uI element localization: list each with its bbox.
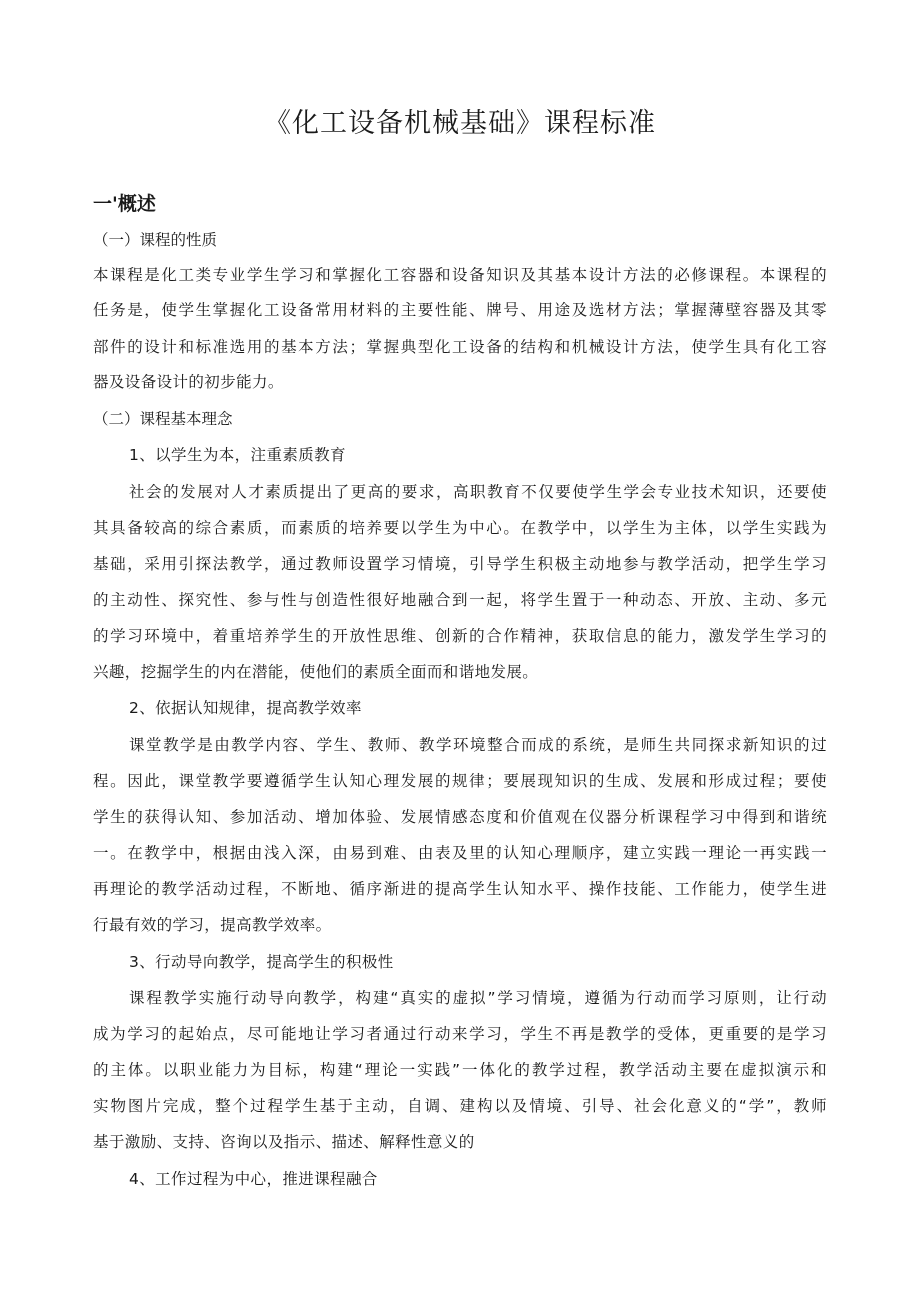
paragraph-line: 实物图片完成，整个过程学生基于主动，自调、建构以及情境、引导、社会化意义的“学”，教师 — [93, 1097, 827, 1115]
paragraph-line: 任务是，使学生掌握化工设备常用材料的主要性能、牌号、用途及选材方法；掌握薄壁容器及其零 — [93, 301, 827, 319]
item-title-1: 1、以学生为本，注重素质教育 — [129, 446, 346, 464]
paragraph-line: 基础，采用引探法教学，通过教师设置学习情境，引导学生积极主动地参与教学活动，把学生学习 — [93, 555, 827, 573]
paragraph-line: 社会的发展对人才素质提出了更高的要求，高职教育不仅要使学生学会专业技术知识，还要使 — [129, 483, 827, 501]
paragraph-line: 成为学习的起始点，尽可能地让学习者通过行动来学习，学生不再是教学的受体，更重要的是学习 — [93, 1025, 827, 1043]
paragraph-line: 其具备较高的综合素质，而素质的培养要以学生为中心。在教学中，以学生为主体，以学生实践为 — [93, 519, 827, 537]
paragraph-line: 学生的获得认知、参加活动、增加体验、发展情感态度和价值观在仪器分析课程学习中得到和谐统 — [93, 808, 827, 826]
paragraph-line: 基于激励、支持、咨询以及指示、描述、解释性意义的 — [93, 1133, 475, 1151]
paragraph-line: 再理论的教学活动过程，不断地、循序渐进的提高学生认知水平、操作技能、工作能力，使学生进 — [93, 880, 827, 898]
subsection-heading-philosophy: （二）课程基本理念 — [93, 410, 233, 428]
paragraph-line: 课堂教学是由教学内容、学生、教师、教学环境整合而成的系统，是师生共同探求新知识的过 — [129, 736, 827, 754]
paragraph-line: 器及设备设计的初步能力。 — [93, 373, 284, 391]
paragraph-line: 部件的设计和标准选用的基本方法；掌握典型化工设备的结构和机械设计方法，使学生具有化工容 — [93, 338, 827, 356]
paragraph-line: 本课程是化工类专业学生学习和掌握化工容器和设备知识及其基本设计方法的必修课程。本课程的 — [93, 266, 827, 284]
paragraph-line: 的主动性、探究性、参与性与创造性很好地融合到一起，将学生置于一种动态、开放、主动、多元 — [93, 591, 827, 609]
paragraph-line: 一。在教学中，根据由浅入深，由易到难、由表及里的认知心理顺序，建立实践一理论一再实践一 — [93, 844, 827, 862]
paragraph-line: 程。因此，课堂教学要遵循学生认知心理发展的规律；要展现知识的生成、发展和形成过程；要使 — [93, 772, 827, 790]
paragraph-line: 课程教学实施行动导向教学，构建“真实的虚拟”学习情境，遵循为行动而学习原则，让行动 — [129, 989, 827, 1007]
paragraph-line: 的主体。以职业能力为目标，构建“理论一实践”一体化的教学过程，教学活动主要在虚拟演示和 — [93, 1061, 827, 1079]
paragraph-line: 的学习环境中，着重培养学生的开放性思维、创新的合作精神，获取信息的能力，激发学生学习的 — [93, 627, 827, 645]
page-title: 《化工设备机械基础》课程标准 — [264, 108, 656, 139]
item-title-2: 2、依据认知规律，提高教学效率 — [129, 699, 362, 717]
paragraph-line: 兴趣，挖掘学生的内在潜能，使他们的素质全面而和谐地发展。 — [93, 663, 539, 681]
section-heading-overview: 一'概述 — [93, 193, 156, 215]
subsection-heading-nature: （一）课程的性质 — [93, 231, 218, 249]
paragraph-line: 行最有效的学习，提高教学效率。 — [93, 916, 332, 934]
item-title-4: 4、工作过程为中心，推进课程融合 — [129, 1170, 378, 1188]
item-title-3: 3、行动导向教学，提高学生的积极性 — [129, 953, 394, 971]
